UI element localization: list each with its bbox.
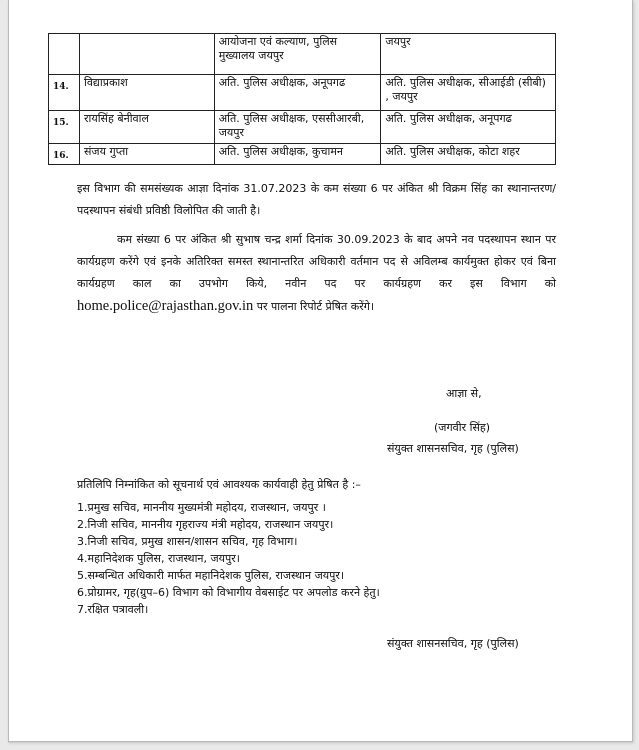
new-post: अति. पुलिस अधीक्षक, अनूपगढ	[381, 111, 556, 144]
copy-recipient: 6.प्रोग्रामर, गृह(ग्रुप–6) विभाग को विभागीय वेबसाईट पर अपलोड करने हेतु।	[77, 586, 380, 599]
joining-instructions-paragraph	[77, 229, 556, 318]
serial-number	[49, 34, 80, 75]
email-address: home.police@rajasthan.gov.in	[77, 298, 254, 314]
serial-number: 15.	[49, 111, 80, 144]
table-row	[49, 34, 556, 75]
new-post: अति. पुलिस अधीक्षक, कोटा शहर	[381, 144, 556, 165]
current-post: अति. पुलिस अधीक्षक, अनूपगढ	[214, 75, 381, 111]
instructions-text-end: पर पालना रिपोर्ट प्रेषित करेंगे।	[256, 300, 375, 313]
officer-name: रायसिंह बेनीवाल	[79, 111, 214, 144]
officer-name: संजय गुप्ता	[79, 144, 214, 165]
table-row	[49, 111, 556, 144]
copy-to-heading: प्रतिलिपि निम्नांकित को सूचनार्थ एवं आवश्यक कार्यवाही हेतु प्रेषित है :–	[77, 478, 361, 491]
copy-recipient: 2.निजी सचिव, माननीय गृहराज्य मंत्री महोदय, राजस्थान जयपुर।	[77, 518, 334, 531]
copy-recipient: 5.सम्बन्धित अधिकारी मार्फत महानिदेशक पुलिस, राजस्थान जयपुर।	[77, 569, 345, 582]
serial-number: 16.	[49, 144, 80, 165]
officer-name	[79, 34, 214, 75]
table-row	[49, 144, 556, 165]
current-post: अति. पुलिस अधीक्षक, कुचामन	[214, 144, 381, 165]
table-row	[49, 75, 556, 111]
page-edge	[8, 742, 633, 743]
signatory-designation: संयुक्त शासनसचिव, गृह (पुलिस)	[387, 442, 519, 455]
copy-recipient: 4.महानिदेशक पुलिस, राजस्थान, जयपुर।	[77, 552, 240, 565]
closing-designation: संयुक्त शासनसचिव, गृह (पुलिस)	[387, 637, 519, 650]
instructions-text: कम संख्या 6 पर अंकित श्री सुभाष चन्द्र शर्मा दिनांक 30.09.2023 के बाद अपने नव पदस्थापन स्थान पर कार्यग्रहण करेंगे एवं इनके अतिरिक्त समस्त स्थानान्तरित अधिकारी वर्तमान पद से अविलम्ब कार्यमुक्त होकर एवं बिना कार्यग्रहण काल का उपभोग किये, नवीन पद पर कार्यग्रहण कर इस विभाग को	[77, 233, 556, 290]
current-post: अति. पुलिस अधीक्षक, एससीआरबी, जयपुर	[214, 111, 381, 144]
by-order-text: आज्ञा से,	[446, 387, 482, 400]
new-post: अति. पुलिस अधीक्षक, सीआईडी (सीबी) , जयपुर	[381, 75, 556, 111]
signatory-name: (जगवीर सिंह)	[434, 421, 491, 434]
current-post: आयोजना एवं कल्याण, पुलिस मुख्यालय जयपुर	[214, 34, 381, 75]
serial-number: 14.	[49, 75, 80, 111]
copy-recipient: 3.निजी सचिव, प्रमुख शासन/शासन सचिव, गृह विभाग।	[77, 535, 298, 548]
deletion-paragraph: इस विभाग की समसंख्यक आज्ञा दिनांक 31.07.2023 के कम संख्या 6 पर अंकित श्री विक्रम सिंह का स्थानान्तरण/पदस्थापन संबंधी प्रविष्ठी विलोपित की जाती है।	[77, 182, 556, 217]
copy-recipient: 1.प्रमुख सचिव, माननीय मुख्यमंत्री महोदय, राजस्थान, जयपुर ।	[77, 501, 326, 514]
copy-recipient: 7.रक्षित पत्रावली।	[77, 603, 149, 616]
transfer-table	[48, 33, 556, 165]
officer-name: विद्याप्रकाश	[79, 75, 214, 111]
new-post: जयपुर	[381, 34, 556, 75]
